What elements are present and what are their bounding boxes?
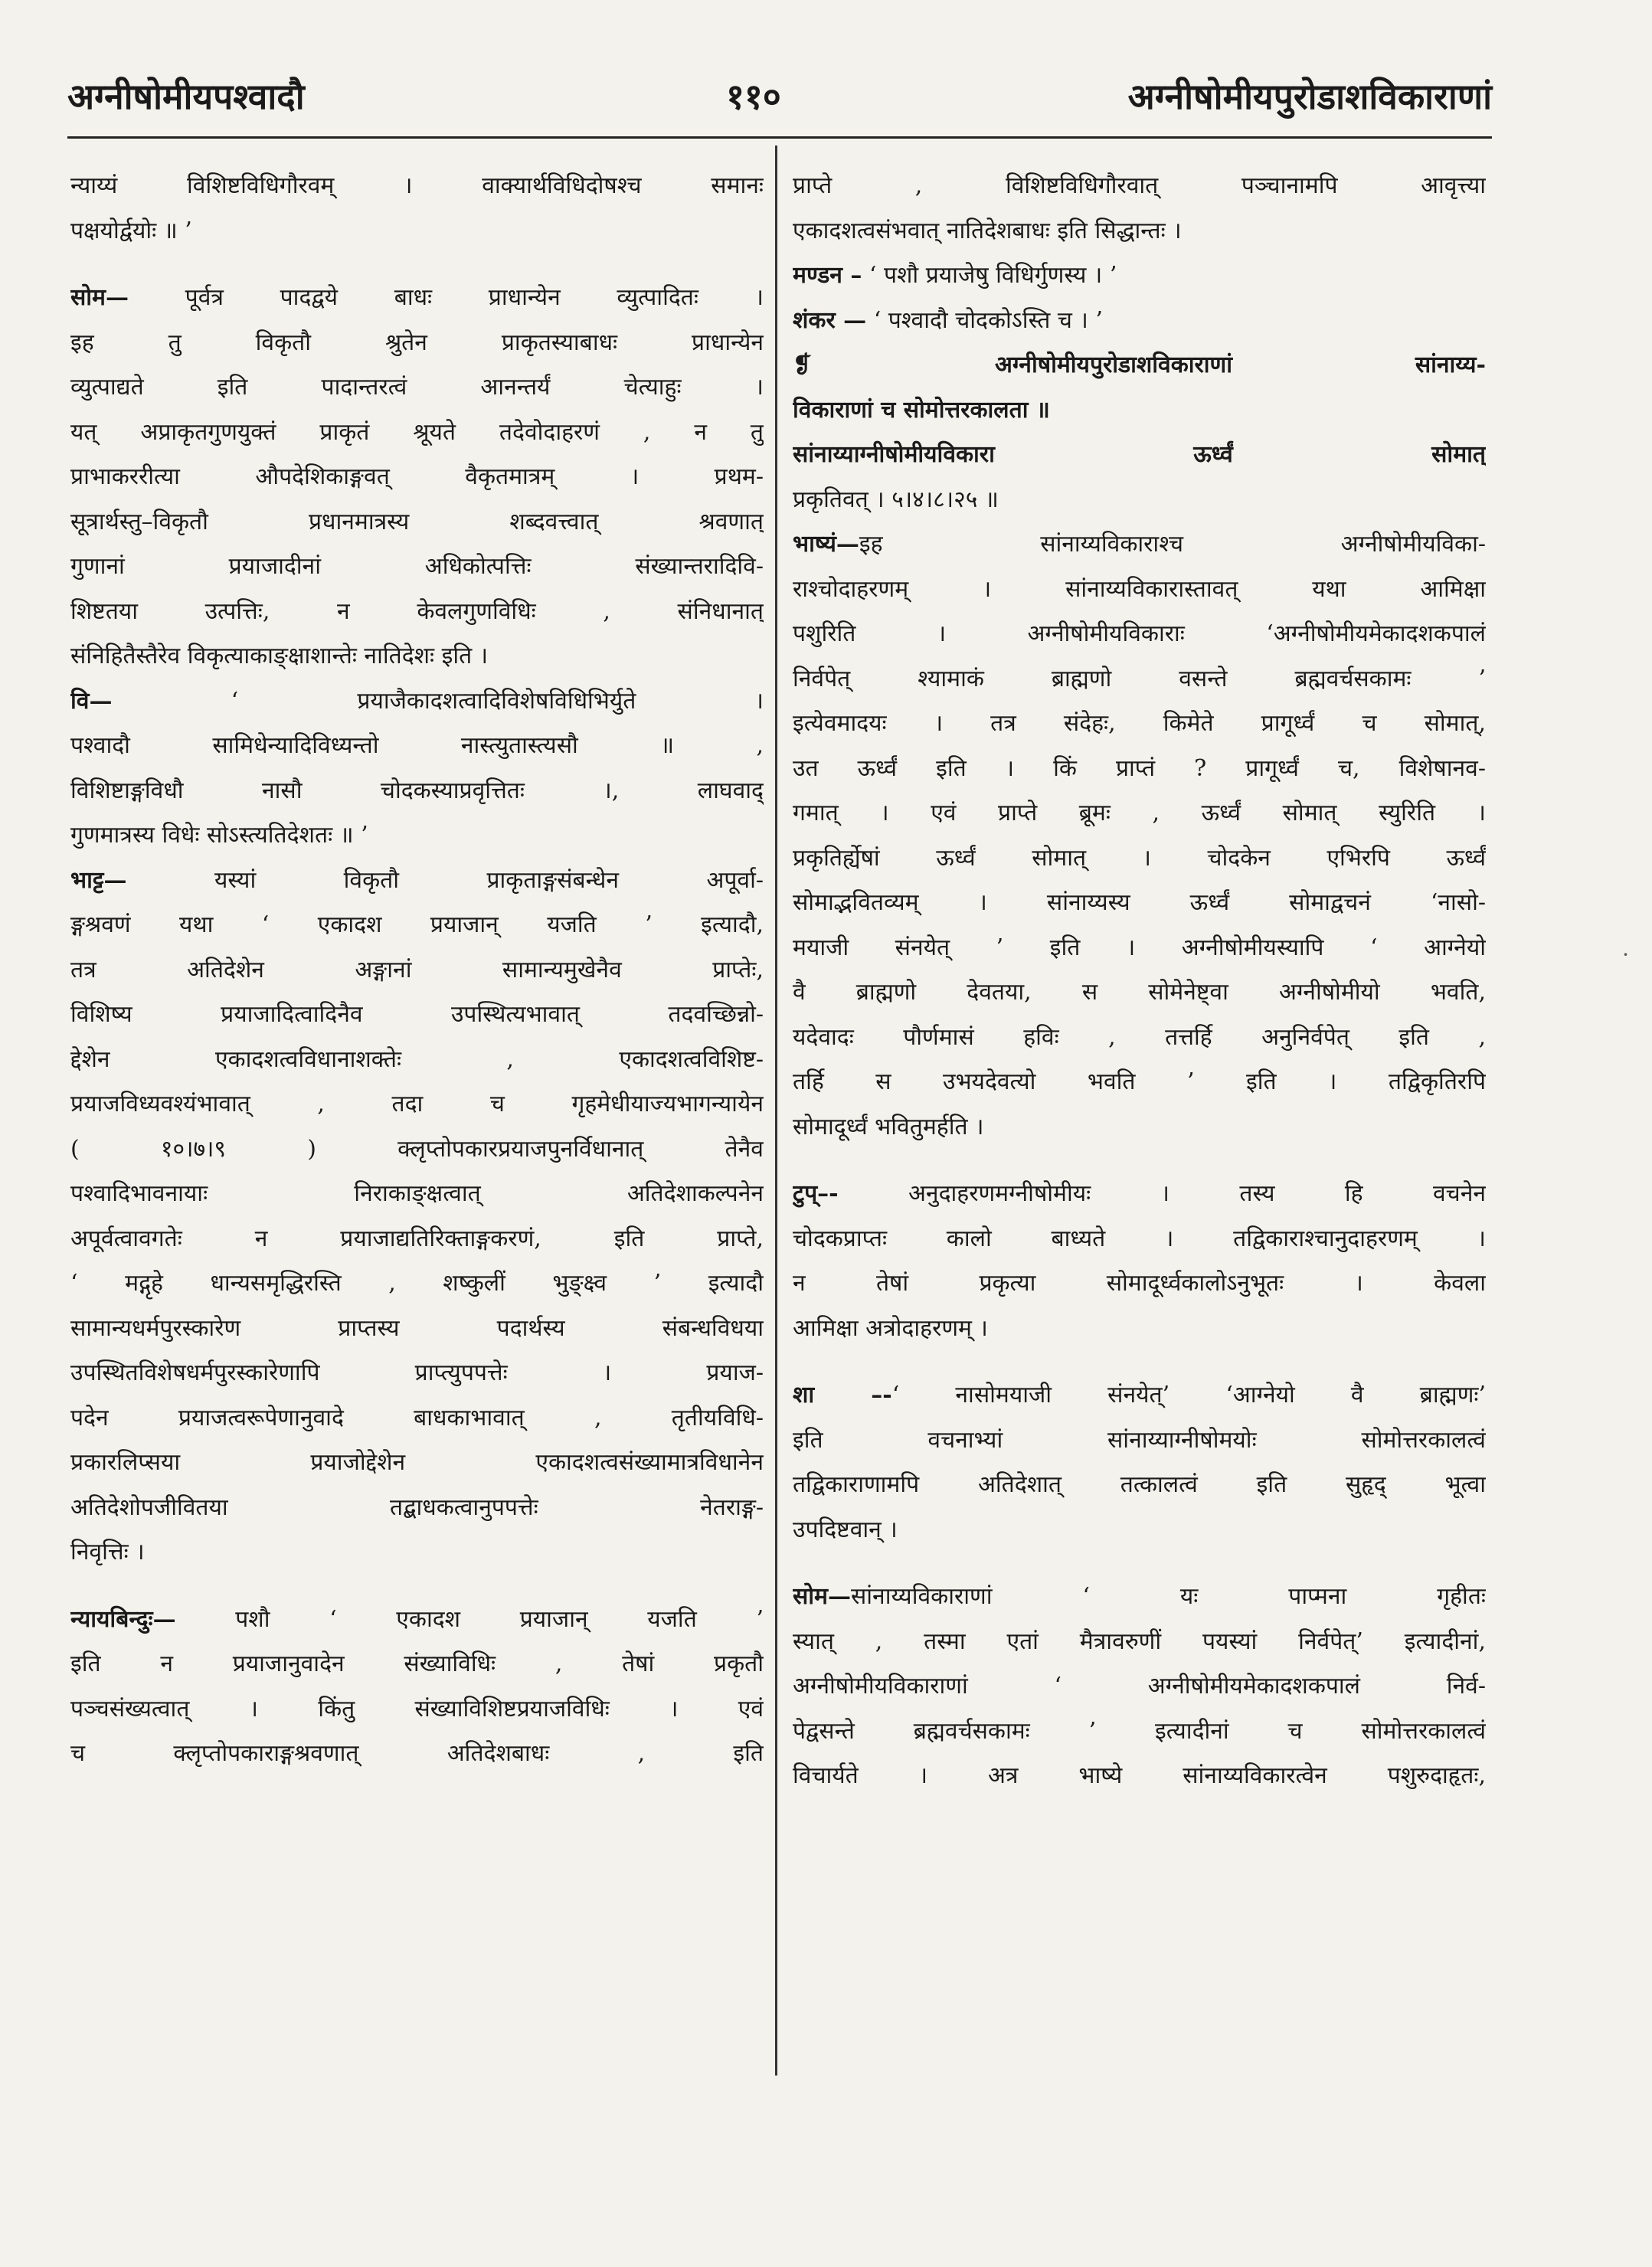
margin-mark: ·: [1622, 942, 1629, 967]
text-line: [70, 1127, 764, 1173]
line-text: विकाराणां च सोमोत्तरकालता ॥: [793, 396, 1050, 424]
line-text: गुणमात्रस्य विधेः सोऽस्त्यतिदेशतः ॥ ’: [70, 822, 368, 849]
text-line: [793, 254, 1486, 299]
commentator-label: शंकर —: [793, 306, 867, 334]
text-line: [70, 164, 764, 209]
commentator-label: मण्डन –: [793, 262, 862, 289]
page-number: ११०: [726, 76, 781, 117]
line-text: यदेवादः पौर्णमासं हविः , तत्तर्हि अनुनिर्वपेत् इति ,: [793, 1023, 1486, 1051]
text-line: [793, 433, 1486, 478]
commentator-label: सोम—: [793, 1583, 851, 1610]
text-line: [70, 1351, 764, 1396]
text-line: [70, 1261, 764, 1307]
line-text: अपूर्वत्वावगतेः न प्रयाजाद्यतिरिक्ताङ्गकरणं, इति प्राप्ते,: [70, 1225, 764, 1252]
text-line: [70, 634, 764, 679]
text-line: [70, 1396, 764, 1441]
text-line: [793, 1418, 1486, 1464]
text-line: [70, 1038, 764, 1083]
text-line: [793, 612, 1486, 657]
line-text: प्रकारलिप्सया प्रयाजोद्देशेन एकादशत्वसंख्यामात्रविधानेन: [70, 1449, 764, 1476]
commentator-label: शा –-: [793, 1382, 892, 1408]
line-text: चोदकप्राप्तः कालो बाध्यते । तद्विकाराश्चानुदाहरणम् ।: [793, 1225, 1486, 1252]
text-line: [70, 590, 764, 635]
line-text: पश्वादौ सामिधेन्यादिविध्यन्तो नास्त्युतास्त्यसौ ॥ ,: [70, 732, 764, 759]
text-line: [70, 365, 764, 411]
line-text: पूर्वत्र पादद्वये बाधः प्राधान्येन व्युत्पादितः ।: [129, 284, 764, 311]
text-line: [793, 388, 1486, 433]
text-line: [70, 1172, 764, 1217]
line-text: निवृत्तिः ।: [70, 1539, 145, 1565]
line-text: इत्येवमादयः । तत्र संदेहः, किमेते प्रागूर्ध्वं च सोमात्,: [793, 710, 1486, 737]
line-text: सोमादूर्ध्वं भवितुमर्हति ।: [793, 1113, 984, 1140]
text-line: [793, 1709, 1486, 1755]
line-text: ( १०।७।९ ) क्लृप्तोपकारप्रयाजपुनर्विधानात् तेनैव: [70, 1135, 764, 1163]
text-line: [70, 321, 764, 366]
text-line: [70, 903, 764, 948]
text-line: [793, 970, 1486, 1016]
line-text: प्राप्ते , विशिष्टविधिगौरवात् पञ्चानामपि आवृत्त्या: [793, 172, 1486, 199]
text-line: [70, 1598, 764, 1643]
text-line: [70, 455, 764, 500]
text-line: [70, 1486, 764, 1531]
commentator-label: टुप्–-: [793, 1180, 839, 1207]
line-text: विशिष्य प्रयाजादित्वादिनैव उपस्थित्यभावात् तदवच्छिन्नो-: [70, 1001, 764, 1028]
text-line: [70, 1732, 764, 1777]
text-line: [793, 747, 1486, 792]
text-line: [793, 836, 1486, 882]
line-text: न्याय्यं विशिष्टविधिगौरवम् । वाक्यार्थविधिदोषश्च समानः: [70, 172, 764, 199]
page-header: [67, 67, 1492, 121]
line-text: ‘ नासोमयाजी संनयेत्’ ‘आग्नेयो वै ब्राह्मणः’: [891, 1382, 1486, 1408]
line-text: एकादशत्वसंभवात् नातिदेशबाधः इति सिद्धान्तः ।: [793, 217, 1182, 244]
running-head-right: अग्नीषोमीयपुरोडाशविकाराणां: [1127, 76, 1492, 117]
text-line: [793, 1172, 1486, 1217]
text-line: [793, 702, 1486, 747]
line-text: पञ्चसंख्यत्वात् । किंतु संख्याविशिष्टप्रयाजविधिः । एवं: [70, 1695, 764, 1722]
text-line: [70, 1441, 764, 1486]
line-text: प्रकृतिर्ह्येषां ऊर्ध्वं सोमात् । चोदकेन एभिरपि ऊर्ध्वं: [793, 844, 1486, 872]
text-line: [70, 1307, 764, 1352]
paragraph-gap: [70, 254, 764, 276]
text-line: [793, 1105, 1486, 1150]
text-line: [793, 1261, 1486, 1307]
line-text: ‘ पशौ प्रयाजेषु विधिर्गुणस्य । ’: [862, 262, 1117, 289]
commentator-label: न्यायबिन्दुः—: [70, 1605, 176, 1633]
line-text: प्रयाजविध्यवश्यंभावात् , तदा च गृहमेधीयाज्यभागन्यायेन: [70, 1091, 764, 1117]
line-text: सामान्यधर्मपुरस्कारेण प्राप्तस्य पदार्थस्य संबन्धविधया: [70, 1314, 764, 1342]
paragraph-gap: [793, 1351, 1486, 1373]
column-divider: [775, 146, 777, 2076]
line-text: अनुदाहरणमग्नीषोमीयः । तस्य हि वचनेन: [838, 1180, 1486, 1207]
text-line: [70, 411, 764, 456]
text-line: [70, 1642, 764, 1687]
text-line: [793, 299, 1486, 344]
text-line: [793, 1508, 1486, 1553]
paragraph-gap: [70, 1575, 764, 1598]
text-line: [793, 1373, 1486, 1418]
line-text: विचार्यते । अत्र भाष्ये सांनाय्यविकारत्वेन पशुरुदाहृतः,: [793, 1762, 1486, 1789]
line-text: मयाजी संनयेत् ’ इति । अग्नीषोमीयस्यापि ‘ आग्नेयो: [793, 934, 1486, 961]
text-line: [70, 859, 764, 904]
text-line: [793, 1664, 1486, 1709]
line-text: पेद्वसन्ते ब्रह्मवर्चसकामः ’ इत्यादीनां च सोमोत्तरकालत्वं: [793, 1717, 1486, 1745]
line-text: इति न प्रयाजानुवादेन संख्याविधिः , तेषां प्रकृतौ: [70, 1650, 764, 1677]
line-text: अग्नीषोमीयविकाराणां ‘ अग्नीषोमीयमेकादशकपालं निर्व-: [793, 1673, 1486, 1699]
text-line: [70, 500, 764, 545]
text-line: [793, 209, 1486, 254]
text-line: [70, 993, 764, 1038]
text-line: [70, 209, 764, 254]
line-text: ‘ पश्वादौ चोदकोऽस्ति च । ’: [866, 306, 1103, 334]
paragraph-gap: [793, 1150, 1486, 1172]
line-text: तत्र अतिदेशेन अङ्गानां सामान्यमुखेनैव प्राप्तेः,: [70, 956, 764, 983]
line-text: पशुरिति । अग्नीषोमीयविकाराः ‘अग्नीषोमीयमेकादशकपालं: [793, 620, 1486, 647]
line-text: उपदिष्टवान् ।: [793, 1516, 898, 1543]
text-line: [70, 1530, 764, 1575]
line-text: शिष्टतया उत्पत्तिः, न केवलगुणविधिः , संनिधानात्: [70, 597, 764, 625]
line-text: गुणानां प्रयाजादीनां अधिकोत्पत्तिः संख्यान्तरादिवि-: [70, 553, 764, 580]
text-line: [793, 657, 1486, 702]
line-text: अतिदेशोपजीवितया तद्बाधकत्वानुपपत्तेः नेतराङ्ग-: [70, 1493, 764, 1521]
line-text: स्यात् , तस्मा एतां मैत्रावरुणीं पयस्यां निर्वपेत्’ इत्यादीनां,: [793, 1627, 1486, 1655]
line-text: सूत्रार्थस्तु–विकृतौ प्रधानमात्रस्य शब्दवत्त्वात् श्रवणात्: [70, 508, 764, 535]
line-text: उपस्थितविशेषधर्मपुरस्कारेणापि प्राप्त्युपपत्तेः । प्रयाज-: [70, 1359, 764, 1386]
text-line: [793, 164, 1486, 209]
text-line: [70, 769, 764, 814]
text-line: [70, 1082, 764, 1127]
text-line: [70, 1217, 764, 1262]
text-line: [70, 724, 764, 769]
line-text: पशौ ‘ एकादश प्रयाजान् यजति ’: [175, 1605, 764, 1633]
text-line: [70, 813, 764, 859]
line-text: पक्षयोर्द्वयोः ॥ ’: [70, 217, 192, 244]
left-column: [70, 164, 764, 2094]
line-text: आमिक्षा अत्रोदाहरणम् ।: [793, 1314, 988, 1342]
text-line: [793, 1217, 1486, 1262]
line-text: व्युत्पाद्यते इति पादान्तरत्वं आनन्तर्यं चेत्याहुः ।: [70, 374, 764, 401]
text-line: [70, 1687, 764, 1732]
text-line: [793, 568, 1486, 613]
text-line: [70, 948, 764, 993]
text-line: [793, 478, 1486, 523]
text-line: [793, 1016, 1486, 1061]
line-text: च क्लृप्तोपकाराङ्गश्रवणात् अतिदेशबाधः , इति: [70, 1740, 764, 1767]
text-line: [793, 926, 1486, 971]
text-line: [70, 276, 764, 321]
text-line: [793, 1060, 1486, 1105]
text-line: [793, 1620, 1486, 1665]
line-text: प्रकृतिवत् । ५।४।८।२५ ॥: [793, 486, 999, 513]
line-text: उत ऊर्ध्वं इति । किं प्राप्तं ? प्रागूर्ध्वं च, विशेषानव-: [793, 754, 1486, 782]
line-text: वै ब्राह्मणो देवतया, स सोमेनेष्ट्वा अग्नीषोमीयो भवति,: [793, 979, 1486, 1006]
line-text: पश्वादिभावनायाः निराकाङ्क्षत्वात् अतिदेशाकल्पनेन: [70, 1180, 764, 1207]
commentator-label: सोम—: [70, 284, 129, 311]
line-text: द्देशेन एकादशत्वविधानाशक्तेः , एकादशत्वविशिष्ट-: [70, 1045, 764, 1073]
line-text: ‘ प्रयाजैकादशत्वादिविशेषविधिभिर्युते ।: [112, 687, 764, 715]
line-text: ङ्गश्रवणं यथा ‘ एकादश प्रयाजान् यजति ’ इत्यादौ,: [70, 911, 764, 938]
text-line: [793, 1307, 1486, 1352]
line-text: निर्वपेत् श्यामाकं ब्राह्मणो वसन्ते ब्रह्मवर्चसकामः ’: [793, 665, 1486, 692]
line-text: यत् अप्राकृतगुणयुक्तं प्राकृतं श्रूयते तदेवोदाहरणं , न तु: [70, 418, 764, 446]
right-column: [793, 164, 1486, 2094]
line-text: तर्हि स उभयदेवत्यो भवति ’ इति । तद्विकृतिरपि: [793, 1068, 1486, 1095]
header-rule: [67, 136, 1492, 139]
line-text: सांनाय्याग्नीषोमीयविकारा ऊर्ध्वं सोमात्: [793, 441, 1486, 468]
line-text: न तेषां प्रकृत्या सोमादूर्ध्वकालोऽनुभूतः । केवला: [793, 1270, 1486, 1297]
line-text: सांनाय्यविकाराणां ‘ यः पाप्मना गृहीतः: [851, 1583, 1486, 1610]
commentator-label: भाट्ट—: [70, 866, 127, 894]
text-line: [70, 679, 764, 725]
line-text: प्राभाकररीत्या औपदेशिकाङ्गवत् वैकृतमात्रम् । प्रथम-: [70, 463, 764, 490]
text-line: [793, 791, 1486, 836]
text-line: [793, 522, 1486, 568]
line-text: इति वचनाभ्यां सांनाय्याग्नीषोमयोः सोमोत्तरकालत्वं: [793, 1426, 1486, 1454]
running-head-left: अग्नीषोमीयपश्वादौ: [67, 76, 305, 117]
text-line: [793, 1575, 1486, 1620]
text-line: [793, 1463, 1486, 1508]
line-text: तद्विकाराणामपि अतिदेशात् तत्कालत्वं इति सुहृद् भूत्वा: [793, 1471, 1486, 1498]
line-text: सोमाद्भवितव्यम् । सांनाय्यस्य ऊर्ध्वं सोमाद्वचनं ‘नासो-: [793, 889, 1486, 916]
commentator-label: भाष्यं—: [793, 531, 859, 558]
text-line: [793, 881, 1486, 926]
text-line: [793, 1754, 1486, 1799]
text-line: [70, 545, 764, 590]
paragraph-gap: [793, 1552, 1486, 1575]
line-text: ❡ अग्नीषोमीयपुरोडाशविकाराणां सांनाय्य-: [793, 352, 1486, 378]
line-text: इह तु विकृतौ श्रुतेन प्राकृतस्याबाधः प्राधान्येन: [70, 329, 764, 356]
line-text: विशिष्टाङ्गविधौ नासौ चोदकस्याप्रवृत्तितः ।, लाघवाद्: [70, 777, 764, 804]
line-text: गमात् । एवं प्राप्ते ब्रूमः , ऊर्ध्वं सोमात् स्युरिति ।: [793, 800, 1486, 826]
line-text: ‘ मद्गृहे धान्यसमृद्धिरस्ति , शष्कुलीं भुङ्क्ष्व ’ इत्यादौ: [70, 1270, 764, 1297]
line-text: यस्यां विकृतौ प्राकृताङ्गसंबन्धेन अपूर्वा-: [126, 866, 764, 894]
line-text: राश्चोदाहरणम् । सांनाय्यविकारास्तावत् यथा आमिक्षा: [793, 575, 1486, 603]
line-text: पदेन प्रयाजत्वरूपेणानुवादे बाधकाभावात् , तृतीयविधि-: [70, 1404, 764, 1431]
text-line: [793, 343, 1486, 388]
line-text: संनिहितैस्तैरेव विकृत्याकाङ्क्षाशान्तेः नातिदेशः इति ।: [70, 643, 489, 669]
commentator-label: वि—: [70, 687, 113, 715]
line-text: इह सांनाय्यविकाराश्च अग्नीषोमीयविका-: [859, 531, 1486, 558]
